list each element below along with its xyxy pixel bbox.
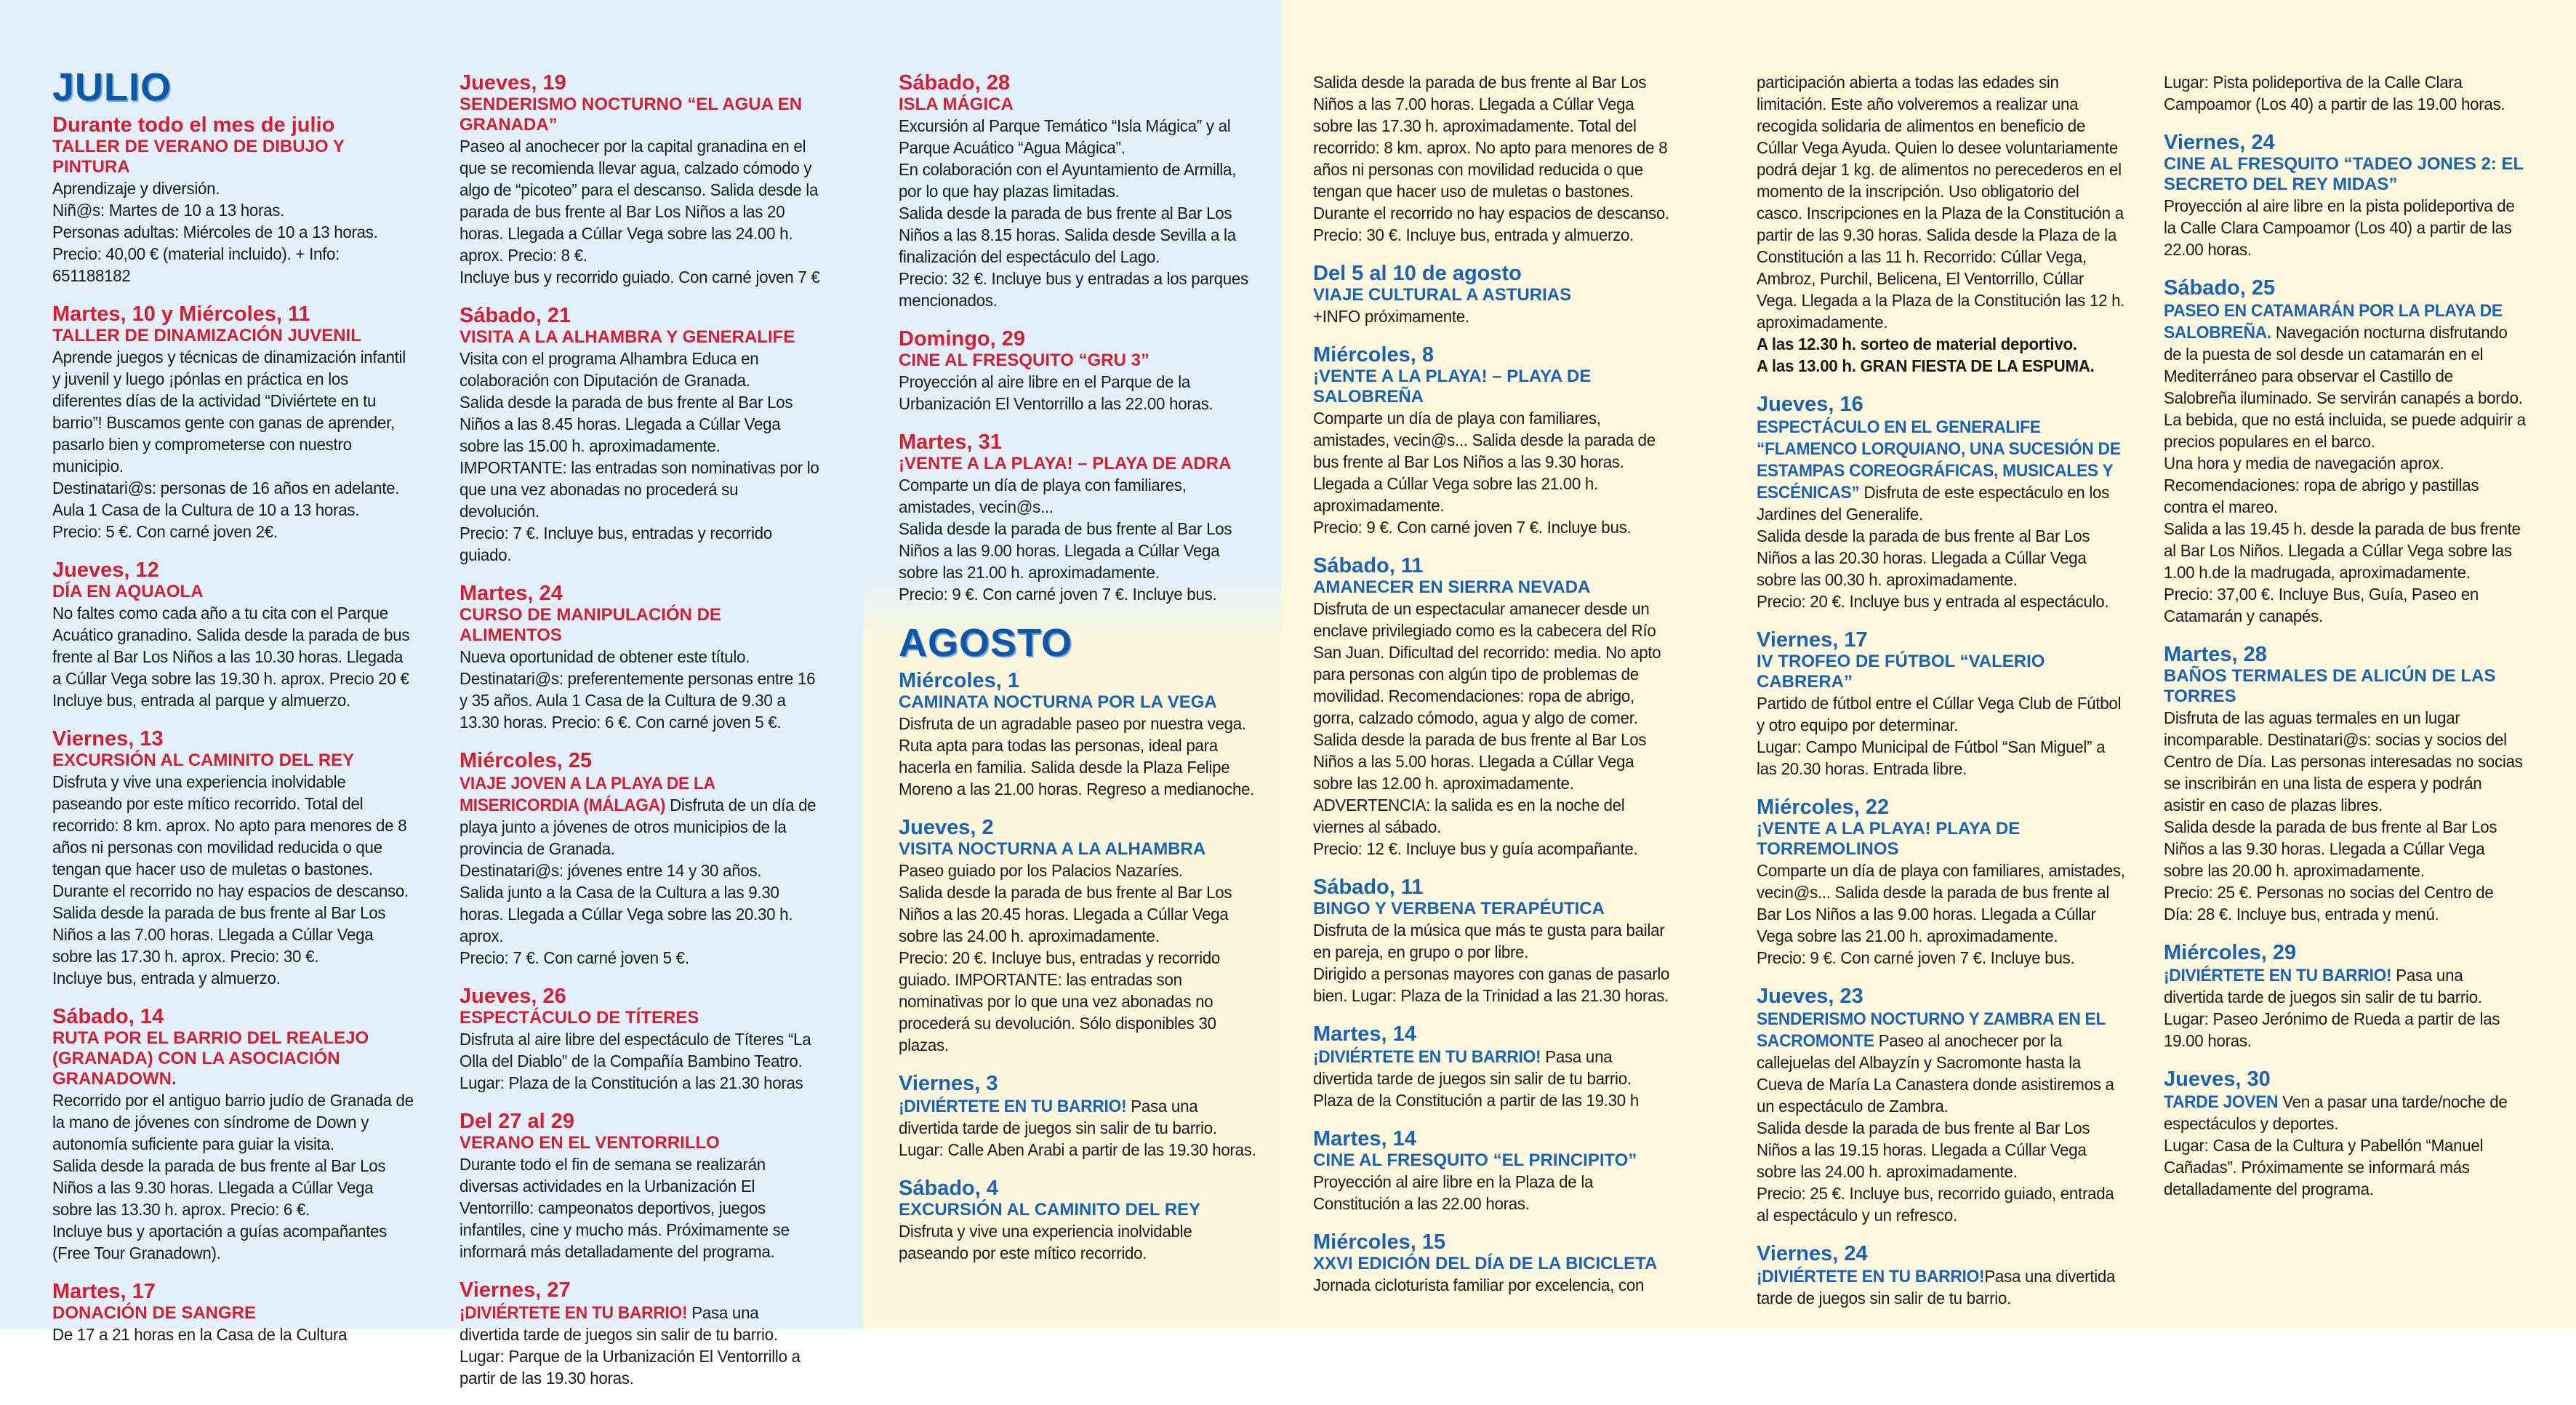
event-description: Paseo guiado por los Palacios Nazaríes. Salida desde la parada de bus frente al Bar Los Niños a las 20.45 horas. Llegada a Cúllar Vega sobre las 24.00 h. aproximadamente. Precio: 20 €. Incluye bus, entradas y recorrido guiado. IMPORTANTE: las entradas son nominativas por lo que una vez abonadas no procederá su devolución. Sólo disponibles 30 plazas. — [899, 861, 1232, 1054]
event-title: CAMINATA NOCTURNA POR LA VEGA — [899, 692, 1217, 712]
event-entry — [52, 1280, 416, 1345]
event-description: De 17 a 21 horas en la Casa de la Cultura — [52, 1325, 348, 1344]
event-title: ESPECTÁCULO DE TÍTERES — [460, 1008, 699, 1028]
event-entry — [460, 304, 823, 566]
event-entry — [2164, 643, 2527, 925]
event-title: VIAJE JOVEN A LA PLAYA DE LA MISERICORDIA (MÁLAGA) — [460, 774, 715, 815]
col2-events — [460, 71, 823, 1389]
event-title: ¡DIVIÉRTETE EN TU BARRIO! — [2164, 966, 2392, 985]
event-description: Navegación nocturna disfrutando de la puesta de sol desde un catamarán en el Mediterráneo para observar el Castillo de Salobreña iluminado. Se servirán canapés a bordo. La bebida, que no está incluida, se puede adquirir a precios populares en el barco. Una hora y media de navegación aprox. Recomendaciones: ropa de abrigo y pastillas contra el mareo. Salida a las 19.45 h. desde la parada de bus frente al Bar Los Niños. Llegada a Cúllar Vega sobre las 1.00 h.de la madrugada, aproximadamente. Precio: 37,00 €. Incluye Bus, Guía, Paseo en Catamarán y canapés. — [2164, 323, 2526, 625]
event-entry — [1313, 262, 1677, 327]
event-description: Comparte un día de playa con familiares, amistades, vecin@s... Salida desde la parada de bus frente al Bar Los Niños a las 9.00 horas. Llegada a Cúllar Vega sobre las 21.00 h. aproximadamente. Precio: 9 €. Con carné joven 7 €. Incluye bus. — [899, 476, 1232, 604]
event-date: Miércoles, 22 — [1757, 796, 1890, 819]
event-title: ESPECTÁCULO EN EL GENERALIFE “FLAMENCO LORQUIANO, UNA SUCESIÓN DE ESTAMPAS COREOGRÁFICAS, MUSICALES Y ESCÉNICAS” — [1757, 417, 2121, 503]
event-date: Viernes, 3 — [899, 1072, 998, 1095]
col5-events — [1757, 393, 2127, 1309]
event-date: Viernes, 27 — [460, 1278, 571, 1302]
event-title: CINE AL FRESQUITO “TADEO JONES 2: EL SECRETO DEL REY MIDAS” — [2164, 154, 2524, 194]
event-entry — [52, 559, 416, 711]
event-date: Jueves, 12 — [52, 559, 159, 582]
event-entry — [460, 1278, 823, 1389]
column-julio — [52, 65, 416, 1361]
event-date: Miércoles, 29 — [2164, 941, 2297, 964]
event-title: ¡DIVIÉRTETE EN TU BARRIO! — [460, 1303, 688, 1323]
event-body — [460, 772, 822, 969]
event-entry — [1757, 1242, 2127, 1309]
col4-events — [1313, 262, 1677, 1296]
event-description: Partido de fútbol entre el Cúllar Vega Club de Fútbol y otro equipo por determinar. Lugar: Campo Municipal de Fútbol “San Miguel” a las 20.30 horas. Entrada libre. — [1757, 694, 2122, 778]
event-entry — [1313, 343, 1677, 538]
event-date: Martes, 24 — [460, 582, 563, 605]
event-entry — [1757, 393, 2127, 612]
event-body — [1313, 1046, 1676, 1111]
event-description: Disfruta de las aguas termales en un lugar incomparable. Destinatari@s: socias y socios del Centro de Día. Las personas interesadas no socias se inscribirán en una lista de espera y podrán asistir en caso de plazas libres. Salida desde la parada de bus frente al Bar Los Niños a las 9.30 horas. Llegada a Cúllar Vega sobre las 20.00 h. aproximadamente. Precio: 25 €. Personas no socias del Centro de Día: 28 €. Incluye bus, entrada y menú. — [2164, 708, 2523, 924]
event-date: Sábado, 11 — [1313, 876, 1424, 899]
event-date: Martes, 14 — [1313, 1127, 1416, 1150]
event-date: Viernes, 17 — [1757, 628, 1868, 652]
event-description: Pasa una divertida tarde de juegos sin salir de tu barrio. Lugar: Parque de la Urbanización El Ventorrillo a partir de las 19.30 horas. — [460, 1303, 801, 1388]
event-entry — [2164, 1068, 2527, 1200]
event-title: TALLER DE DINAMIZACIÓN JUVENIL — [52, 326, 361, 345]
event-entry — [52, 113, 416, 287]
event-entry — [899, 1177, 1262, 1264]
event-description: Disfruta y vive una experiencia inolvidable paseando por este mítico recorrido. — [899, 1222, 1192, 1262]
event-body — [460, 1302, 822, 1389]
event-description: Proyección al aire libre en la pista polideportiva de la Calle Clara Campoamor (Los 40) a partir de las 22.00 horas. — [2164, 196, 2515, 259]
event-entry — [460, 1110, 823, 1262]
event-description: Pasa una divertida tarde de juegos sin salir de tu barrio. — [1757, 1267, 2116, 1308]
event-title: ¡VENTE A LA PLAYA! PLAYA DE TORREMOLINOS — [1757, 819, 2021, 859]
column-3 — [899, 71, 1262, 1280]
event-description: Visita con el programa Alhambra Educa en colaboración con Diputación de Granada. Salida desde la parada de bus frente al Bar Los Niños a las 8.45 horas. Llegada a Cúllar Vega sobre las 15.00 h. aproximadamente. IMPORTANTE: las entradas son nominativas por lo que una vez abonadas no procederá su devolución. Precio: 7 €. Incluye bus, entradas y recorrido guiado. — [460, 349, 819, 564]
event-entry — [1757, 796, 2127, 969]
column-2 — [460, 71, 823, 1405]
event-description: Aprende juegos y técnicas de dinamización infantil y juvenil y luego ¡pónlas en práctica en los diferentes días de la actividad “Diviértete en tu barrio”! Buscamos gente con ganas de aprender, pasarlo bien y comprometerse con nuestro municipio. Destinatari@s: personas de 16 años en adelante. Aula 1 Casa de la Cultura de 10 a 13 horas. Precio: 5 €. Con carné joven 2€. — [52, 348, 406, 541]
event-description: Proyección al aire libre en la Plaza de la Constitución a las 22.00 horas. — [1313, 1172, 1594, 1213]
event-description: Disfruta de un espectacular amanecer desde un enclave privilegiado como es la cabecera del Río San Juan. Dificultad del recorrido: media. No apto para personas con algún tipo de problemas de movilidad. Recomendaciones: ropa de abrigo, gorra, calzado cómodo, agua y algo de comer. Salida desde la parada de bus frente al Bar Los Niños a las 5.00 horas. Llegada a Cúllar Vega sobre las 12.00 h. aproximadamente. ADVERTENCIA: la salida es en la noche del viernes al sábado. Precio: 12 €. Incluye bus y guía acompañante. — [1313, 599, 1661, 858]
event-entry — [1313, 1022, 1677, 1111]
event-body — [2164, 964, 2527, 1052]
event-description: +INFO próximamente. — [1313, 307, 1469, 326]
event-description: Comparte un día de playa con familiares, amistades, vecin@s... Salida desde la parada de bus frente al Bar Los Niños a las 9.30 horas. Llegada a Cúllar Vega sobre las 21.00 h. aproximadamente. Precio: 9 €. Con carné joven 7 €. Incluye bus. — [1313, 409, 1656, 537]
event-description: Disfruta al aire libre del espectáculo de Títeres “La Olla del Diablo” de la Compañía Bambino Teatro. Lugar: Plaza de la Constitución a las 21.30 horas — [460, 1030, 811, 1092]
event-description: Durante todo el fin de semana se realizarán diversas actividades en la Urbanización El Ventorrillo: campeonatos deportivos, juegos infantiles, cine y mucho más. Próximamente se informará más detalladamente del programa. — [460, 1155, 790, 1261]
continued-text: participación abierta a todas las edades sin limitación. Este año volveremos a realizar una recogida solidaria de alimentos en beneficio de Cúllar Vega Ayuda. Quien lo desee voluntariamente podrá dejar 1 kg. de alimentos no perecederos en el momento de la inscripción. Uso obligatorio del casco. Inscripciones en la Plaza de la Constitución a partir de las 9.30 horas. Salida desde la Plaza de la Constitución a las 11 h. Recorrido: Cúllar Vega, Ambroz, Purchil, Belicena, El Ventorrillo, Cúllar Vega. Llegada a la Plaza de la Constitución las 12 h. aproximadamente. — [1757, 73, 2125, 332]
event-description: Paseo al anochecer por la callejuelas del Albayzín y Sacromonte hasta la Cueva de María La Canastera donde asistiremos a un espectáculo de Zambra. Salida desde la parada de bus frente al Bar Los Niños a las 19.15 horas. Llegada a Cúllar Vega sobre las 24.00 h. aproximadamente. Precio: 25 €. Incluye bus, recorrido guiado, entrada al espectáculo y un refresco. — [1757, 1031, 2114, 1225]
event-date: Sábado, 21 — [460, 304, 571, 327]
event-description: Proyección al aire libre en el Parque de la Urbanización El Ventorrillo a las 22.00 horas. — [899, 372, 1213, 413]
agosto-events — [899, 669, 1262, 1264]
event-entry — [899, 71, 1262, 311]
event-date: Sábado, 11 — [1313, 554, 1424, 577]
event-entry — [2164, 276, 2527, 627]
month-title-julio: JULIO — [52, 65, 172, 109]
event-date: Sábado, 4 — [899, 1177, 998, 1200]
event-title: ¡VENTE A LA PLAYA! – PLAYA DE SALOBREÑA — [1313, 367, 1592, 407]
column-4 — [1313, 71, 1677, 1312]
event-description: Disfruta de la música que más te gusta para bailar en pareja, en grupo o por libre. Dirigido a personas mayores con ganas de pasarlo bien. Lugar: Plaza de la Trinidad a las 21.30 horas. — [1313, 921, 1670, 1005]
event-entry — [1313, 1230, 1677, 1296]
event-date: Jueves, 19 — [460, 71, 566, 95]
event-date: Durante todo el mes de julio — [52, 113, 335, 137]
event-date: Viernes, 13 — [52, 727, 164, 750]
event-entry — [460, 985, 823, 1094]
event-title: VISITA NOCTURNA A LA ALHAMBRA — [899, 839, 1206, 859]
bold-note: A las 13.00 h. GRAN FIESTA DE LA ESPUMA. — [1757, 356, 2095, 375]
event-body — [1757, 1265, 2127, 1309]
event-description: Pasa una divertida tarde de juegos sin salir de tu barrio. Plaza de la Constitución a partir de las 19.30 h — [1313, 1047, 1639, 1110]
event-entry — [460, 71, 823, 288]
event-date: Viernes, 24 — [1757, 1242, 1868, 1265]
event-date: Sábado, 28 — [899, 71, 1011, 95]
event-entry — [460, 582, 823, 733]
event-entry — [52, 1005, 416, 1264]
event-title: TARDE JOVEN — [2164, 1092, 2279, 1112]
event-title: SENDERISMO NOCTURNO “EL AGUA EN GRANADA” — [460, 95, 803, 135]
event-body — [1757, 1008, 2127, 1226]
event-entry — [52, 727, 416, 989]
event-title: VISITA A LA ALHAMBRA Y GENERALIFE — [460, 327, 795, 347]
event-entry — [1757, 628, 2127, 780]
event-title: SENDERISMO NOCTURNO Y ZAMBRA EN EL SACROMONTE — [1757, 1009, 2106, 1051]
event-entry — [899, 816, 1262, 1056]
event-title: VERANO EN EL VENTORRILLO — [460, 1133, 720, 1153]
event-title: VIAJE CULTURAL A ASTURIAS — [1313, 285, 1572, 305]
event-entry — [1313, 554, 1677, 860]
event-date: Jueves, 16 — [1757, 393, 1863, 416]
event-description: Recorrido por el antiguo barrio judío de Granada de la mano de jóvenes con síndrome de Down y autonomía suficiente para guiar la visita. Salida desde la parada de bus frente al Bar Los Niños a las 9.30 horas. Llegada a Cúllar Vega sobre las 13.30 h. aprox. Precio: 6 €. Incluye bus y aportación a guías acompañantes (Free Tour Granadown). — [52, 1091, 414, 1262]
continued-text: Salida desde la parada de bus frente al Bar Los Niños a las 7.00 horas. Llegada a Cúllar Vega sobre las 17.30 h. aproximadamente. Total del recorrido: 8 km. aprox. No apto para menores de 8 años ni personas con movilidad reducida o que tengan que hacer uso de muletas o bastones. Durante el recorrido no hay espacios de descanso. Precio: 30 €. Incluye bus, entrada y almuerzo. — [1313, 73, 1669, 244]
event-entry — [899, 1072, 1262, 1161]
julio-events — [52, 113, 416, 1345]
event-date: Miércoles, 15 — [1313, 1230, 1446, 1254]
event-title: ¡VENTE A LA PLAYA! – PLAYA DE ADRA — [899, 454, 1232, 473]
event-title: ¡DIVIÉRTETE EN TU BARRIO! — [1313, 1047, 1541, 1067]
event-date: Sábado, 25 — [2164, 276, 2276, 300]
event-title: CINE AL FRESQUITO “GRU 3” — [899, 351, 1149, 370]
event-date: Martes, 31 — [899, 431, 1002, 454]
event-description: Disfruta de un agradable paseo por nuestra vega. Ruta apta para todas las personas, ideal para hacerla en familia. Salida desde la Plaza Felipe Moreno a las 21.00 horas. Regreso a medianoche. — [899, 714, 1255, 798]
event-body — [2164, 1091, 2527, 1200]
event-body — [899, 1095, 1261, 1161]
event-date: Miércoles, 25 — [460, 749, 593, 772]
event-date: Miércoles, 8 — [1313, 343, 1435, 367]
column-5 — [1757, 71, 2127, 1325]
event-entry — [1313, 876, 1677, 1006]
event-title: DONACIÓN DE SANGRE — [52, 1303, 257, 1323]
event-title: AMANECER EN SIERRA NEVADA — [1313, 577, 1591, 597]
continued-text: Lugar: Pista polideportiva de la Calle Clara Campoamor (Los 40) a partir de las 19.00 horas. — [2164, 73, 2505, 113]
event-description: Paseo al anochecer por la capital granadina en el que se recomienda llevar agua, calzado cómodo y algo de “picoteo” para el descanso. Salida desde la parada de bus frente al Bar Los Niños a las 20 horas. Llegada a Cúllar Vega sobre las 24.00 h. aprox. Precio: 8 €. Incluye bus y recorrido guiado. Con carné joven 7 € — [460, 137, 820, 287]
event-date: Miércoles, 1 — [899, 669, 1020, 692]
event-date: Jueves, 26 — [460, 985, 566, 1008]
event-body — [2164, 300, 2527, 627]
event-title: ISLA MÁGICA — [899, 95, 1014, 114]
event-entry — [1313, 1127, 1677, 1214]
event-date: Domingo, 29 — [899, 327, 1026, 351]
bold-note: A las 12.30 h. sorteo de material deportivo. — [1757, 335, 2077, 353]
event-description: Disfruta de este espectáculo en los Jardines del Generalife. Salida desde la parada de bus frente al Bar Los Niños a las 20.30 horas. Llegada a Cúllar Vega sobre las 00.30 h. aproximadamente. Precio: 20 €. Incluye bus y entrada al espectáculo. — [1757, 483, 2110, 611]
event-body — [1757, 416, 2127, 612]
event-title: PASEO EN CATAMARÁN POR LA PLAYA DE SALOBREÑA. — [2164, 301, 2503, 343]
event-entry — [899, 431, 1262, 605]
event-title: ¡DIVIÉRTETE EN TU BARRIO! — [899, 1097, 1127, 1116]
event-date: Martes, 10 y Miércoles, 11 — [52, 303, 310, 326]
event-description: Nueva oportunidad de obtener este título. Destinatari@s: preferentemente personas entre 16 y 35 años. Aula 1 Casa de la Cultura de 9.30 a 13.30 horas. Precio: 6 €. Con carné joven 5 €. — [460, 647, 816, 732]
event-title: RUTA POR EL BARRIO DEL REALEJO (GRANADA) CON LA ASOCIACIÓN GRANADOWN. — [52, 1028, 369, 1089]
event-title: CINE AL FRESQUITO “EL PRINCIPITO” — [1313, 1150, 1637, 1170]
col3-events — [899, 71, 1262, 605]
event-date: Martes, 14 — [1313, 1022, 1416, 1046]
event-title: EXCURSIÓN AL CAMINITO DEL REY — [52, 750, 355, 770]
event-description: Pasa una divertida tarde de juegos sin salir de tu barrio. Lugar: Calle Aben Arabi a partir de las 19.30 horas. — [899, 1097, 1256, 1159]
event-title: DÍA EN AQUAOLA — [52, 582, 204, 601]
event-description: Excursión al Parque Temático “Isla Mágica” y al Parque Acuático “Agua Mágica”. En colaboración con el Ayuntamiento de Armilla, por lo que hay plazas limitadas. Salida desde la parada de bus frente al Bar Los Niños a las 8.15 horas. Salida desde Sevilla a la finalización del espectáculo del Lago. Precio: 32 €. Incluye bus y entradas a los parques mencionados. — [899, 116, 1248, 310]
event-description: Disfruta de un día de playa junto a jóvenes de otros municipios de la provincia de Granada. Destinatari@s: jóvenes entre 14 y 30 años. Salida junto a la Casa de la Cultura a las 9.30 horas. Llegada a Cúllar Vega sobre las 20.30 h. aprox. Precio: 7 €. Con carné joven 5 €. — [460, 796, 816, 967]
event-entry — [899, 327, 1262, 415]
event-description: Jornada cicloturista familiar por excelencia, con — [1313, 1276, 1645, 1294]
event-title: BINGO Y VERBENA TERAPÉUTICA — [1313, 899, 1605, 918]
event-title: ¡DIVIÉRTETE EN TU BARRIO! — [1757, 1267, 1985, 1286]
event-entry — [1757, 985, 2127, 1226]
col6-events — [2164, 131, 2527, 1200]
event-date: Martes, 17 — [52, 1280, 156, 1303]
event-date: Jueves, 23 — [1757, 985, 1863, 1008]
event-description: Comparte un día de playa con familiares, amistades, vecin@s... Salida desde la parada de bus frente al Bar Los Niños a las 9.00 horas. Llegada a Cúllar Vega sobre las 21.00 h. aproximadamente. Precio: 9 €. Con carné joven 7 €. Incluye bus. — [1757, 861, 2125, 967]
event-entry — [460, 749, 823, 969]
event-description: Aprendizaje y diversión. Niñ@s: Martes de 10 a 13 horas. Personas adultas: Miércoles de 10 a 13 horas. Precio: 40,00 € (material incluido). + Info: 651188182 — [52, 179, 378, 285]
event-date: Del 5 al 10 de agosto — [1313, 262, 1522, 285]
event-title: XXVI EDICIÓN DEL DÍA DE LA BICICLETA — [1313, 1254, 1658, 1273]
event-title: BAÑOS TERMALES DE ALICÚN DE LAS TORRES — [2164, 666, 2496, 706]
event-description: No faltes como cada año a tu cita con el Parque Acuático granadino. Salida desde la parada de bus frente al Bar Los Niños a las 10.30 horas. Llegada a Cúllar Vega sobre las 19.30 h. aprox. Precio 20 € Incluye bus, entrada al parque y almuerzo. — [52, 604, 410, 710]
event-date: Jueves, 30 — [2164, 1068, 2271, 1091]
event-description: Pasa una divertida tarde de juegos sin salir de tu barrio. Lugar: Paseo Jerónimo de Rueda a partir de las 19.00 horas. — [2164, 966, 2500, 1050]
event-entry — [2164, 941, 2527, 1052]
event-entry — [52, 303, 416, 543]
column-6 — [2164, 71, 2527, 1216]
event-date: Jueves, 2 — [899, 816, 994, 839]
event-entry — [899, 669, 1262, 800]
event-description: Ven a pasar una tarde/noche de espectáculos y deportes. Lugar: Casa de la Cultura y Pabellón “Manuel Cañadas”. Próximamente se informará más detalladamente del programa. — [2164, 1092, 2508, 1198]
event-title: CURSO DE MANIPULACIÓN DE ALIMENTOS — [460, 605, 722, 645]
event-title: TALLER DE VERANO DE DIBUJO Y PINTURA — [52, 137, 345, 177]
event-date: Martes, 28 — [2164, 643, 2267, 666]
event-title: IV TROFEO DE FÚTBOL “VALERIO CABRERA” — [1757, 652, 2045, 692]
month-title-agosto: AGOSTO — [899, 621, 1073, 665]
event-title: EXCURSIÓN AL CAMINITO DEL REY — [899, 1200, 1201, 1220]
event-date: Viernes, 24 — [2164, 131, 2275, 154]
event-description: Disfruta y vive una experiencia inolvidable paseando por este mítico recorrido. Total del recorrido: 8 km. aprox. No apto para menores de 8 años ni personas con movilidad reducida o que tengan que hacer uso de muletas o bastones. Durante el recorrido no hay espacios de descanso. Salida desde la parada de bus frente al Bar Los Niños a las 7.00 horas. Llegada a Cúllar Vega sobre las 17.30 h. aprox. Precio: 30 €. Incluye bus, entrada y almuerzo. — [52, 772, 409, 988]
event-date: Sábado, 14 — [52, 1005, 164, 1028]
event-entry — [2164, 131, 2527, 260]
event-date: Del 27 al 29 — [460, 1110, 574, 1133]
